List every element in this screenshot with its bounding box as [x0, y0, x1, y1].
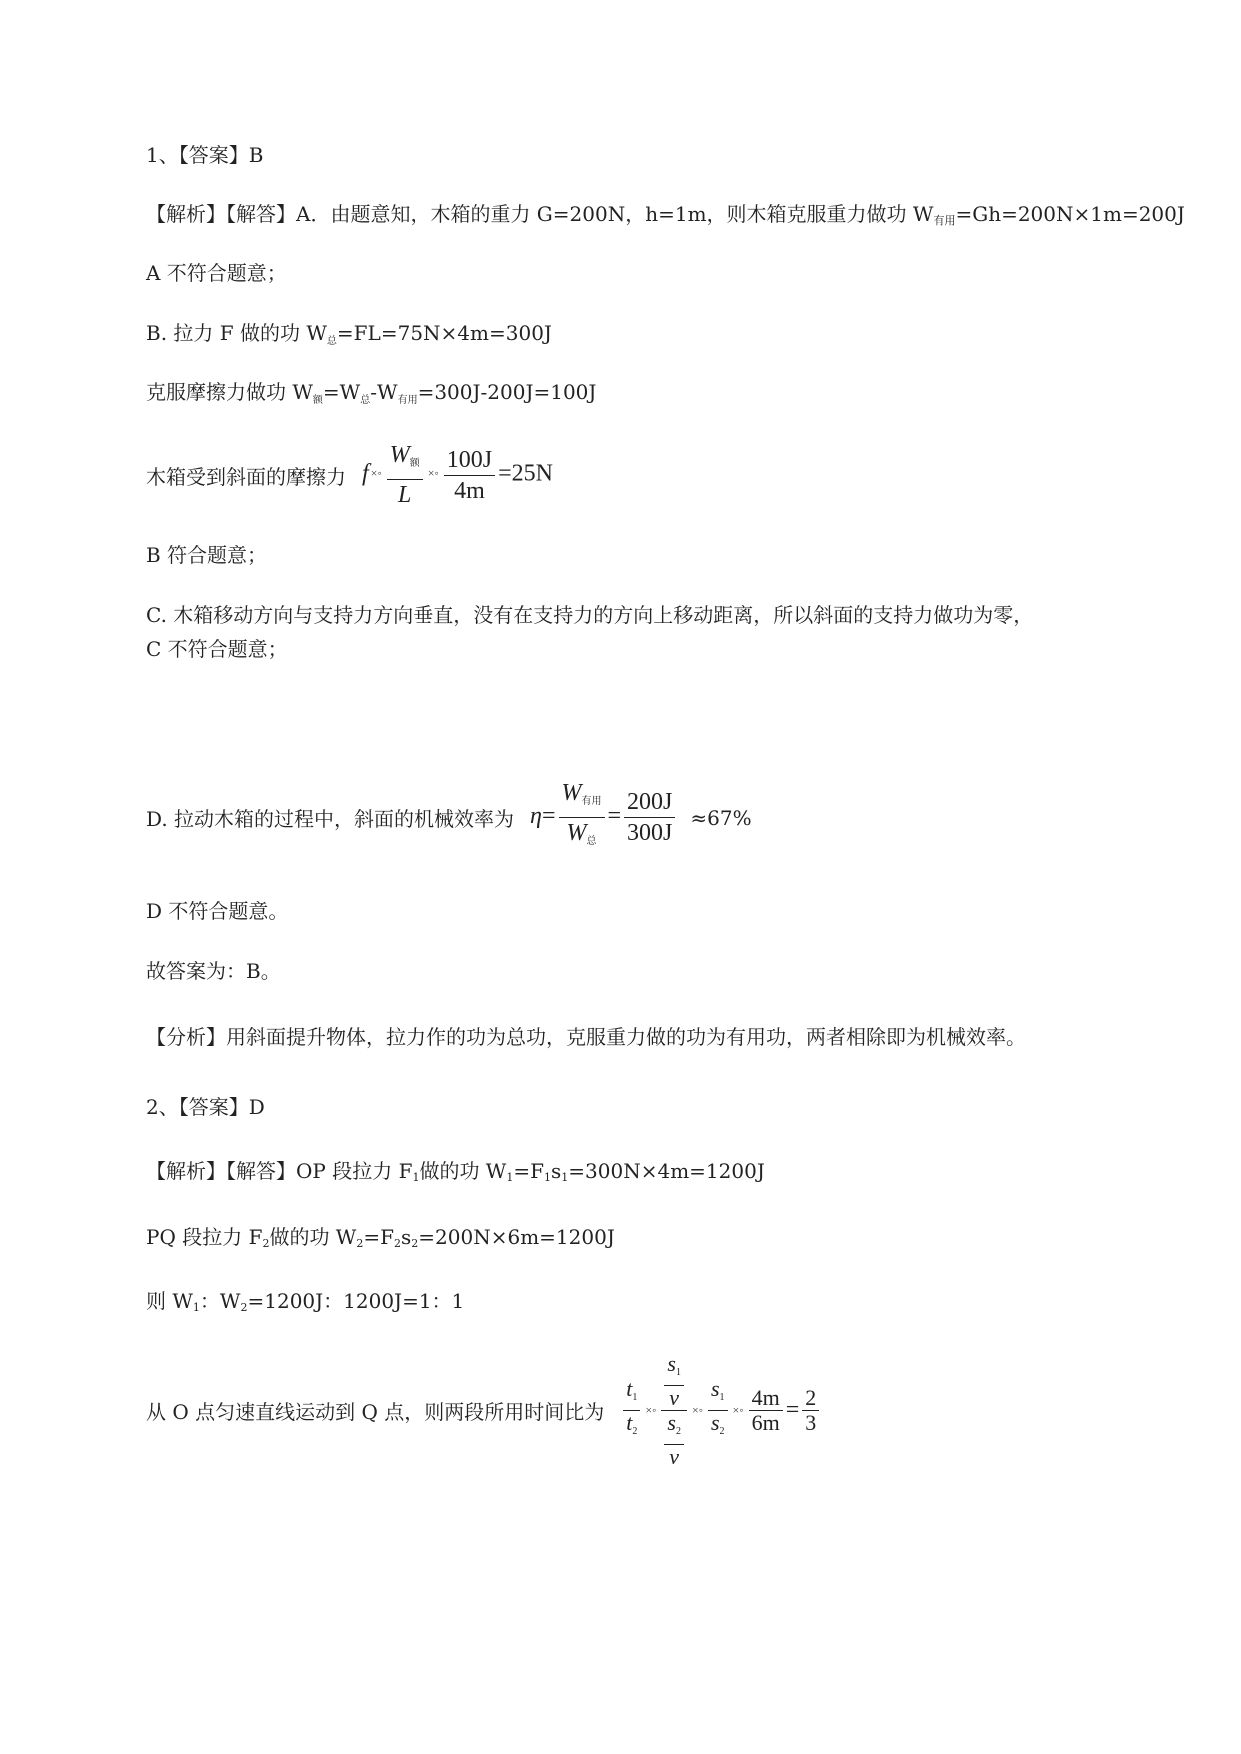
tf-t2: t: [626, 1410, 633, 1435]
tf-t1: t: [626, 1376, 633, 1401]
pq-t1: PQ 段拉力 F: [146, 1225, 263, 1249]
fw-t2: =W: [322, 380, 361, 404]
ratio-s2: 2: [240, 1301, 248, 1314]
tf-den3: 6m: [751, 1410, 780, 1435]
ff-L: L: [398, 482, 412, 508]
ff-frac2: [444, 445, 495, 506]
op-s1: 1: [412, 1171, 420, 1184]
tf-result-frac: [802, 1386, 819, 1435]
ff-noise2: ×◦: [427, 465, 439, 480]
d-num-sub: 有用: [581, 796, 602, 807]
op-t1: 【解析】【解答】OP 段拉力 F: [146, 1159, 413, 1183]
d-num2: 200J: [624, 787, 675, 818]
pq-s2: 2: [356, 1237, 364, 1250]
d-den-sub: 总: [586, 836, 597, 847]
q1-analysis-prefix: 【解析】【解答】A．由题意知，木箱的重力 G=200N，h=1m，则木箱克服重力做功 W: [146, 202, 934, 226]
q1-b-conclusion: B 符合题意；: [146, 543, 268, 567]
tf-eq: =: [785, 1397, 800, 1423]
op-s3: 1: [544, 1171, 552, 1184]
op-t5: =300N×4m=1200J: [568, 1159, 765, 1183]
tf-v2: v: [669, 1444, 680, 1469]
tf-s1a: s: [667, 1351, 676, 1376]
pq-s1: 2: [262, 1237, 270, 1250]
q2-time-line: [146, 1352, 822, 1469]
ff-formula: [362, 440, 553, 510]
op-s2: 1: [506, 1171, 514, 1184]
q1-analysis-a: [146, 199, 1185, 236]
tf-noise1: ×◦: [645, 1403, 657, 1417]
q2-answer: 2、【答案】D: [146, 1095, 265, 1119]
tf-s2b-sub: 2: [719, 1426, 725, 1437]
ratio-s1: 1: [192, 1301, 200, 1314]
tf-m-frac: [749, 1386, 783, 1435]
fw-t3: -W: [370, 380, 398, 404]
fw-t4: =300J-200J=100J: [417, 380, 597, 404]
q1-analysis-sub: 有用: [933, 214, 956, 227]
fw-s3: 有用: [397, 395, 418, 406]
pq-t4: s: [401, 1225, 412, 1249]
fw-s2: 总: [360, 395, 371, 406]
q1-b-prefix: B. 拉力 F 做的功 W: [146, 321, 327, 345]
ff-wsub: 额: [409, 458, 420, 469]
q1-d-line: [146, 778, 752, 857]
tf-s2a: s: [667, 1410, 676, 1435]
d-eq2: =: [607, 803, 622, 830]
q1-comment: 【分析】用斜面提升物体，拉力作的功为总功，克服重力做的功为有用功，两者相除即为机械效率。: [146, 1025, 1026, 1049]
ff-text: 木箱受到斜面的摩擦力: [146, 464, 346, 489]
pq-s3: 2: [394, 1237, 402, 1250]
d-w-num: W: [561, 780, 582, 806]
tf-s1b-sub: 1: [719, 1392, 725, 1403]
time-text: 从 O 点匀速直线运动到 Q 点，则两段所用时间比为: [146, 1400, 605, 1424]
q1-friction-force: [146, 440, 553, 510]
tf-noise3: ×◦: [732, 1403, 744, 1417]
ratio-t1: 则 W: [146, 1289, 193, 1313]
fw-t1: 克服摩擦力做功 W: [146, 380, 313, 404]
d-eta: η: [530, 803, 542, 830]
q1-analysis-suffix: =Gh=200N×1m=200J: [955, 202, 1185, 226]
tf-t1-sub: 1: [632, 1392, 638, 1403]
q2-pq-line: [146, 1222, 615, 1259]
q1-d-conclusion: D 不符合题意。: [146, 899, 289, 923]
pq-t3: =F: [363, 1225, 395, 1249]
d-formula: [530, 778, 678, 857]
op-t2: 做的功 W: [419, 1159, 507, 1183]
d-eq1: =: [541, 803, 556, 830]
pq-s4: 2: [411, 1237, 419, 1250]
ff-result: =25N: [498, 460, 553, 487]
ff-noise1: ×◦: [370, 465, 382, 480]
tf-inner-den: [664, 1411, 684, 1469]
d-approx: ≈67%: [690, 805, 752, 830]
ff-den2: 4m: [454, 477, 485, 504]
q2-op-line: [146, 1156, 765, 1193]
op-t4: s: [551, 1159, 562, 1183]
tf-v1: v: [669, 1385, 680, 1410]
ff-w: W: [389, 442, 410, 468]
ff-num2: 100J: [444, 445, 495, 476]
tf-s2b: s: [710, 1410, 720, 1435]
op-s4: 1: [561, 1171, 569, 1184]
ff-f: f: [362, 460, 369, 487]
tf-s1b: s: [710, 1376, 720, 1401]
tf-s2a-sub: 2: [675, 1426, 681, 1437]
tf-rden: 3: [805, 1410, 817, 1435]
pq-t5: =200N×6m=1200J: [418, 1225, 615, 1249]
tf-t2-sub: 2: [632, 1426, 638, 1437]
tf-inner-num: [664, 1352, 684, 1410]
d-text: D. 拉动木箱的过程中，斜面的机械效率为: [146, 807, 515, 831]
tf-t-frac: [623, 1377, 640, 1444]
tf-num3: 4m: [749, 1386, 783, 1411]
tf-s1a-sub: 1: [675, 1367, 681, 1378]
tf-s-frac: [708, 1377, 728, 1444]
q1-final: 故答案为：B。: [146, 959, 281, 983]
q1-b-sub: 总: [326, 336, 337, 347]
d-w-den: W: [566, 820, 587, 846]
pq-t2: 做的功 W: [269, 1225, 357, 1249]
fw-s1: 额: [312, 395, 323, 406]
tf-noise2: ×◦: [691, 1403, 703, 1417]
q1-c-line1: C. 木箱移动方向与支持力方向垂直，没有在支持力的方向上移动距离，所以斜面的支持力做功为零，: [146, 603, 1034, 627]
time-formula: [620, 1352, 822, 1469]
d-den2: 300J: [627, 820, 673, 846]
d-frac1: [559, 778, 605, 857]
op-t3: =F: [513, 1159, 545, 1183]
q2-ratio-line: [146, 1286, 464, 1323]
tf-rnum: 2: [802, 1386, 819, 1411]
ratio-t3: =1200J：1200J=1：1: [247, 1289, 465, 1313]
ratio-t2: ：W: [199, 1289, 241, 1313]
q1-c-line2: C 不符合题意；: [146, 637, 288, 661]
ff-frac1: [387, 440, 423, 510]
d-frac2: [624, 787, 675, 848]
q1-friction-work: [146, 377, 596, 416]
q1-b-line: [146, 318, 552, 357]
q1-b-suffix: =FL=75N×4m=300J: [336, 321, 552, 345]
q1-a-conclusion: A 不符合题意；: [146, 261, 287, 285]
q1-answer: 1、【答案】B: [146, 143, 264, 167]
tf-complex-frac: [661, 1352, 687, 1469]
